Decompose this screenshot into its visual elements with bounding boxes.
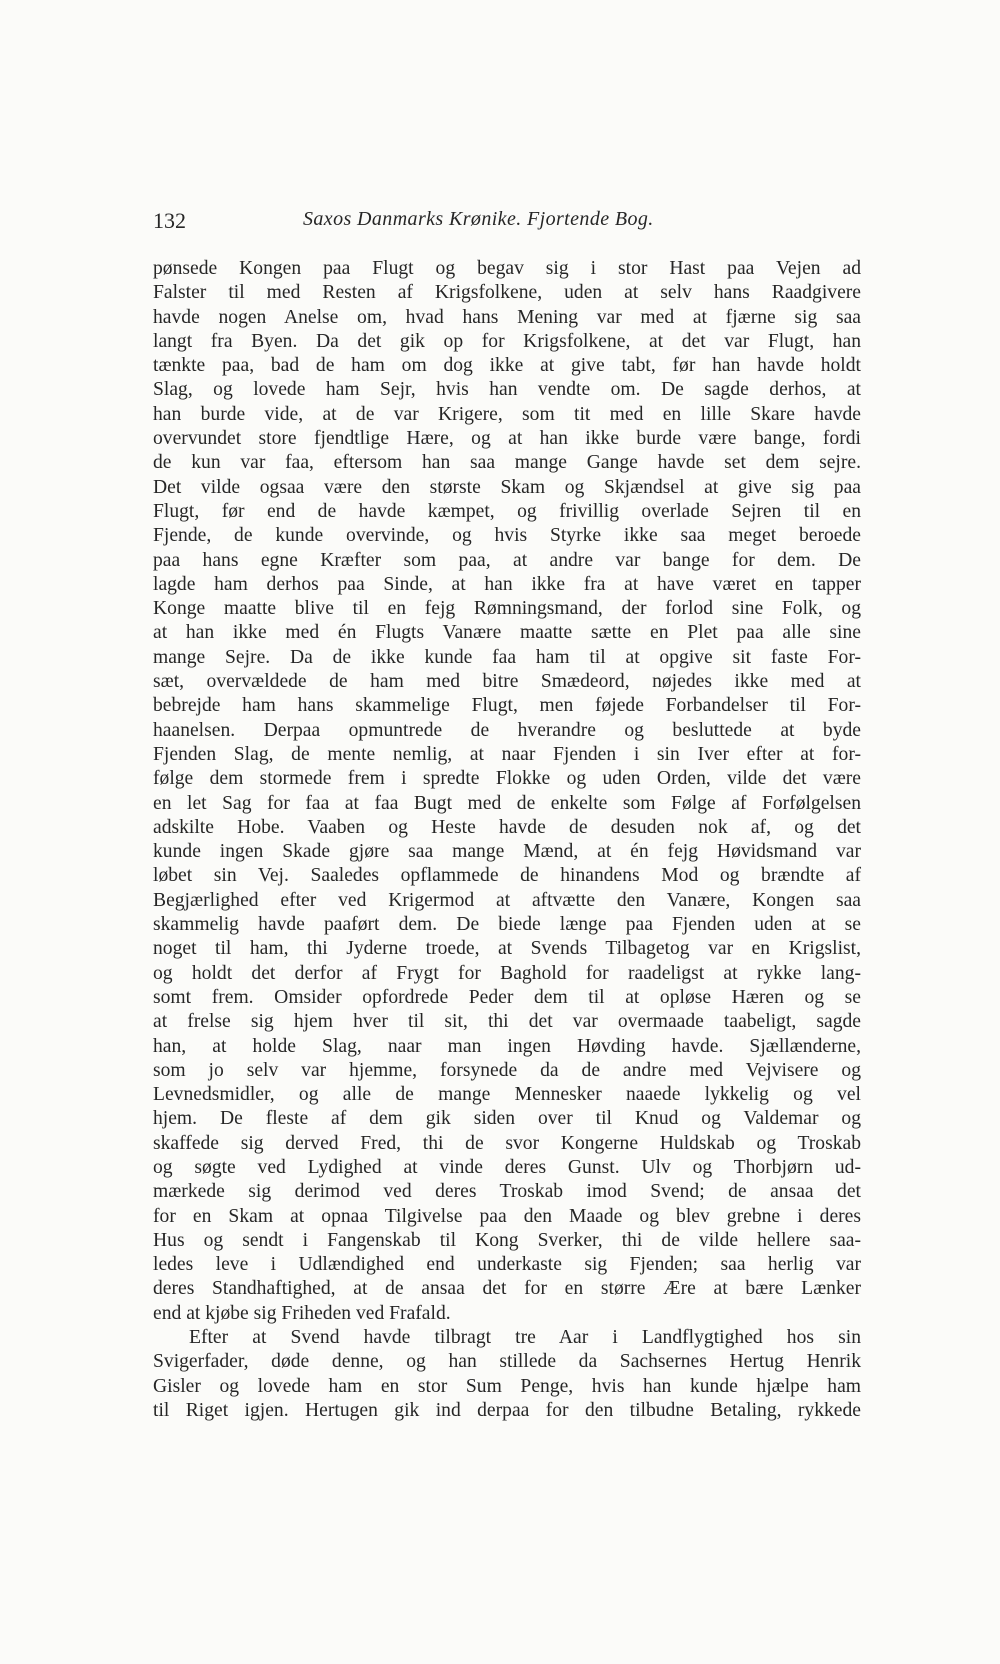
text-line: som jo selv var hjemme, forsynede da de andre med Vejvisere og [153, 1059, 861, 1081]
text-line: bebrejde ham hans skammelige Flugt, men føjede Forbandelser til For- [153, 695, 861, 717]
text-line: Gisler og lovede ham en stor Sum Penge, hvis han kunde hjælpe ham [153, 1375, 861, 1397]
text-line: mange Sejre. Da de ikke kunde faa ham til at opgive sit faste For- [153, 646, 861, 668]
text-line: overvundet store fjendtlige Hære, og at han ikke burde være bange, fordi [153, 428, 861, 450]
text-line: noget til ham, thi Jyderne troede, at Svends Tilbagetog var en Krigslist, [153, 938, 861, 960]
text-line: Begjærlighed efter ved Krigermod at aftvætte den Vanære, Kongen saa [153, 889, 861, 911]
text-line: skammelig havde paaført dem. De biede længe paa Fjenden uden at se [153, 914, 861, 936]
text-line: somt frem. Omsider opfordrede Peder dem til at opløse Hæren og se [153, 986, 861, 1008]
text-line: for en Skam at opnaa Tilgivelse paa den Maade og blev grebne i deres [153, 1205, 861, 1227]
body-text [153, 257, 861, 1423]
text-line: han burde vide, at de var Krigere, som tit med en lille Skare havde [153, 403, 861, 425]
text-line: Fjende, de kunde overvinde, og hvis Styrke ikke saa meget beroede [153, 525, 861, 547]
text-line: Falster til med Resten af Krigsfolkene, uden at selv hans Raadgivere [153, 282, 861, 304]
text-line: paa hans egne Kræfter som paa, at andre var bange for dem. De [153, 549, 861, 571]
text-line: løbet sin Vej. Saaledes opflammede de hinandens Mod og brændte af [153, 865, 861, 887]
paragraph-last-line: end at kjøbe sig Friheden ved Frafald. [153, 1302, 451, 1324]
text-line: og holdt det derfor af Frygt for Baghold for raadeligst at rykke lang- [153, 962, 861, 984]
text-line: Fjenden Slag, de mente nemlig, at naar Fjenden i sin Iver efter at for- [153, 743, 861, 765]
running-head [153, 208, 858, 238]
text-line: Konge maatte blive til en fejg Rømningsmand, der forlod sine Folk, og [153, 598, 861, 620]
text-line: ledes leve i Udlændighed end underkaste sig Fjenden; saa herlig var [153, 1254, 861, 1276]
text-line: haanelsen. Derpaa opmuntrede de hverandre og besluttede at byde [153, 719, 861, 741]
running-title: Saxos Danmarks Krønike. Fjortende Bog. [303, 208, 654, 230]
text-line: mærkede sig derimod ved deres Troskab imod Svend; de ansaa det [153, 1181, 861, 1203]
page-number: 132 [153, 208, 186, 233]
text-line: langt fra Byen. Da det gik op for Krigsfolkene, at det var Flugt, han [153, 330, 861, 352]
text-line: Hus og sendt i Fangenskab til Kong Sverker, thi de vilde hellere saa- [153, 1229, 861, 1251]
text-line: lagde ham derhos paa Sinde, at han ikke fra at have været en tapper [153, 573, 861, 595]
text-line: pønsede Kongen paa Flugt og begav sig i stor Hast paa Vejen ad [153, 258, 861, 279]
text-line: Flugt, før end de havde kæmpet, og frivillig overlade Sejren til en [153, 500, 861, 522]
text-line: han, at holde Slag, naar man ingen Høvding havde. Sjællænderne, [153, 1035, 861, 1057]
text-line: følge dem stormede frem i spredte Flokke og uden Orden, vilde det være [153, 768, 861, 790]
text-line: hjem. De fleste af dem gik siden over til Knud og Valdemar og [153, 1108, 861, 1130]
text-line: skaffede sig derved Fred, thi de svor Kongerne Huldskab og Troskab [153, 1132, 861, 1154]
text-line: til Riget igjen. Hertugen gik ind derpaa for den tilbudne Betaling, rykkede [153, 1399, 861, 1421]
text-line: Det vilde ogsaa være den største Skam og Skjændsel at give sig paa [153, 476, 861, 498]
text-line: tænkte paa, bad de ham om dog ikke at give tabt, før han havde holdt [153, 355, 861, 377]
text-line: adskilte Hobe. Vaaben og Heste havde de desuden nok af, og det [153, 816, 861, 838]
text-line: Levnedsmidler, og alle de mange Mennesker naaede lykkelig og vel [153, 1084, 861, 1106]
text-line: kunde ingen Skade gjøre saa mange Mænd, at én fejg Høvidsmand var [153, 841, 861, 863]
text-line: en let Sag for faa at faa Bugt med de enkelte som Følge af Forfølgelsen [153, 792, 861, 814]
text-line: Svigerfader, døde denne, og han stillede da Sachsernes Hertug Henrik [153, 1351, 861, 1373]
text-line: havde nogen Anelse om, hvad hans Mening var med at fjærne sig saa [153, 306, 861, 328]
paragraph-first-line: Efter at Svend havde tilbragt tre Aar i Landflygtighed hos sin [189, 1327, 861, 1349]
text-line: sæt, overvældede de ham med bitre Smædeord, nøjedes ikke med at [153, 671, 861, 693]
text-line: Slag, og lovede ham Sejr, hvis han vendte om. De sagde derhos, at [153, 379, 861, 401]
text-line: at han ikke med én Flugts Vanære maatte sætte en Plet paa alle sine [153, 622, 861, 644]
text-line: at frelse sig hjem hver til sit, thi det var overmaade taabeligt, sagde [153, 1011, 861, 1033]
text-line: deres Standhaftighed, at de ansaa det for en større Ære at bære Lænker [153, 1278, 861, 1300]
text-line: de kun var faa, eftersom han saa mange Gange havde set dem sejre. [153, 452, 861, 474]
text-line: og søgte ved Lydighed at vinde deres Gunst. Ulv og Thorbjørn ud- [153, 1156, 861, 1178]
